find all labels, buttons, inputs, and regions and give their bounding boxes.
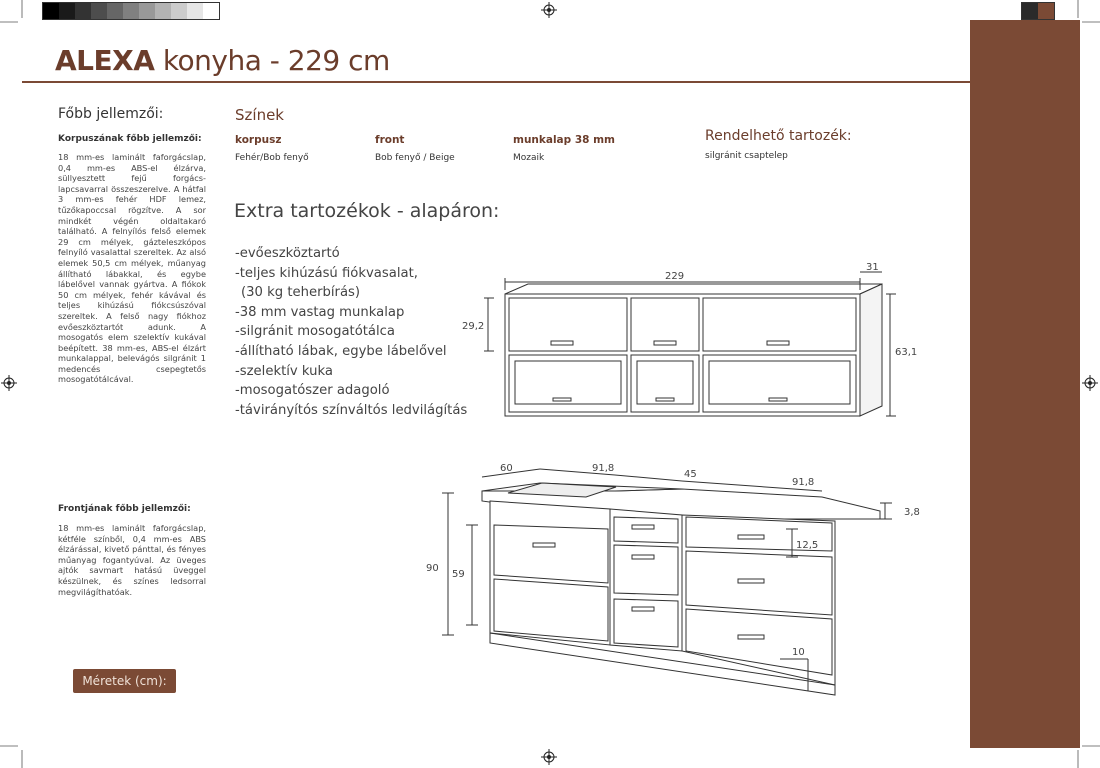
dim-lower-sink: 60 <box>500 463 513 474</box>
extras-item: -állítható lábak, egybe lábelővel <box>235 343 447 359</box>
front-heading: Frontjának főbb jellemzői: <box>58 504 191 514</box>
title-divider <box>22 81 970 83</box>
col-front-value: Bob fenyő / Beige <box>375 153 455 163</box>
side-band <box>970 20 1080 748</box>
extras-list <box>235 244 467 420</box>
body-text: 18 mm-es laminált faforgácslap, 0,4 mm-es ABS-el élzárva, süllyesztett fejű forgács-lapcsavarral összeszerelve. A hátfal 3 mm-es fehér HDF lemez, tűzőkapoccsal rögzítve. A sor mindkét végén oldaltakaró található. A felnyílós felső elemek 29 cm mélyek, gázteleszkópos felnyíló vasalattal szereltek. Az alsó elemek 50,5 cm mélyek, műanyag állítható lábakkal, és egybe lábelővel vannak gyártva. A fiókok 50 cm mélyek, fehér kávával és teljes kihúzású fiókcsúszóval szereltek. A felső nagy fiókhoz evőeszköztartót adunk. A mosogatós elem szelektív kukával beépített. 38 mm-es, ABS-el élzárt munkalappal, belevágós silgránit 1 medencés csepegtetős mosogatótálcával. <box>58 152 206 385</box>
col-korpusz-label: korpusz <box>235 134 282 146</box>
extras-item: -szelektív kuka <box>235 363 333 379</box>
dim-plinth: 10 <box>792 647 805 658</box>
dim-drawer: 12,5 <box>796 540 819 551</box>
dim-lower-w1: 91,8 <box>592 463 615 474</box>
dim-upper-height: 63,1 <box>895 347 918 358</box>
col-front-label: front <box>375 134 405 146</box>
accessory-value: silgránit csaptelep <box>705 151 788 161</box>
extras-heading: Extra tartozékok - alapáron: <box>234 200 500 222</box>
dim-upper-inner-height: 29,2 <box>462 321 485 332</box>
dim-worktop: 3,8 <box>904 507 920 518</box>
lower-cabinet-drawing <box>420 455 930 705</box>
extras-item: -mosogatószer adagoló <box>235 383 390 399</box>
dim-lower-mid: 45 <box>684 469 697 480</box>
dim-total-height: 90 <box>426 563 439 574</box>
extras-item: -silgránit mosogatótálca <box>235 324 396 340</box>
col-worktop-label: munkalap 38 mm <box>513 134 615 146</box>
extras-item: -teljes kihúzású fiókvasalat, <box>235 265 418 281</box>
upper-cabinet-drawing <box>450 258 930 423</box>
extras-item: -távirányítós színváltós ledvilágítás <box>235 402 468 418</box>
features-heading: Főbb jellemzői: <box>58 106 164 122</box>
extras-item: -38 mm vastag munkalap <box>235 304 405 320</box>
page-title: ALEXA konyha - 229 cm <box>55 44 390 77</box>
extras-item: -evőeszköztartó <box>235 246 340 261</box>
extras-item: (30 kg teherbírás) <box>241 285 361 301</box>
dim-lower-w2: 91,8 <box>792 477 815 488</box>
dim-upper-width: 229 <box>665 271 685 282</box>
colors-heading: Színek <box>235 106 284 124</box>
body-heading: Korpuszának főbb jellemzői: <box>58 134 202 144</box>
col-worktop-value: Mozaik <box>513 153 545 163</box>
dim-upper-depth: 31 <box>866 262 879 273</box>
col-korpusz-value: Fehér/Bob fenyő <box>235 153 309 163</box>
dim-body-height: 59 <box>452 569 465 580</box>
units-button[interactable]: Méretek (cm): <box>73 669 176 693</box>
front-text: 18 mm-es laminált faforgácslap, kétféle színből, 0,4 mm-es ABS élzárással, kivető pánttal, és fényes műanyag fogantyúval. Az üveges ajtók savmart hatású üveggel készülnek, és színes ledsorral megvilágíthatóak. <box>58 523 206 597</box>
accessory-heading: Rendelhető tartozék: <box>705 128 852 144</box>
